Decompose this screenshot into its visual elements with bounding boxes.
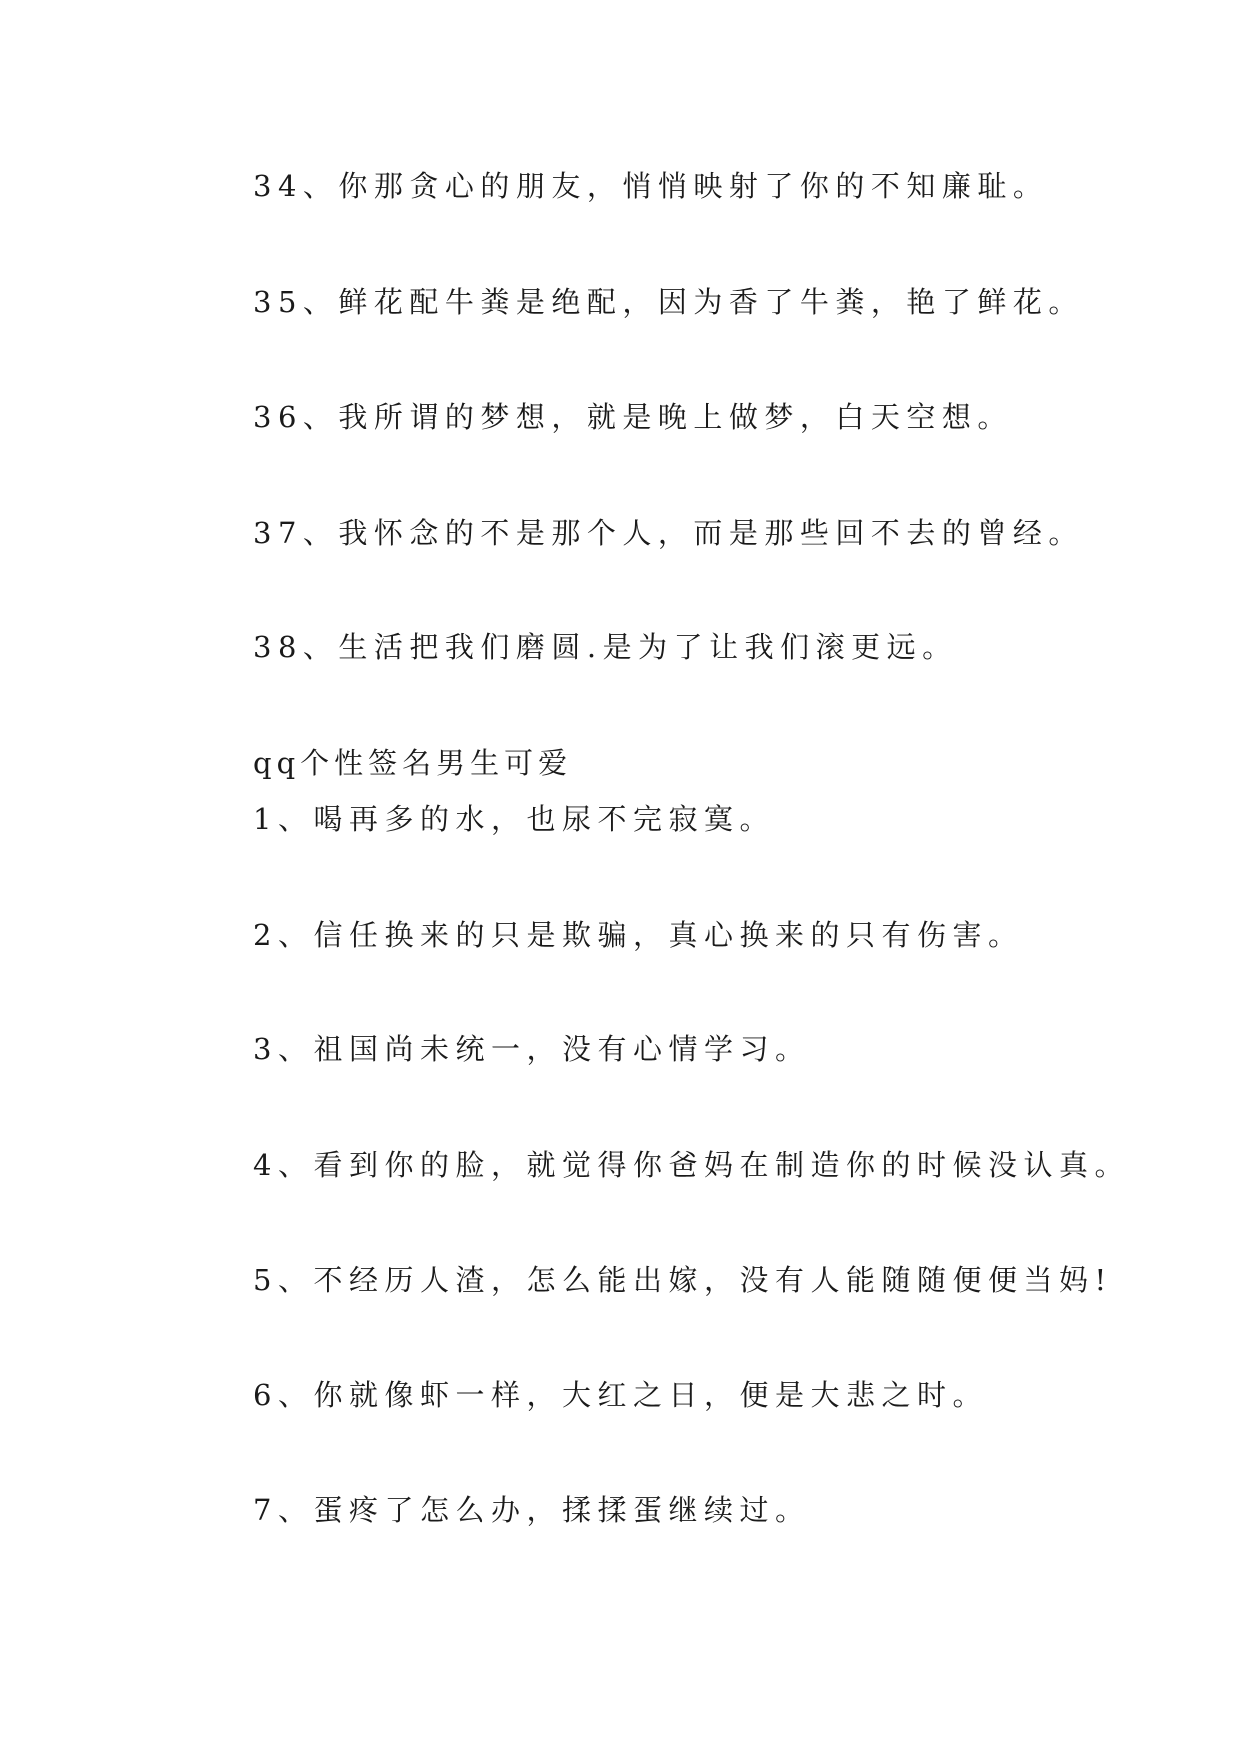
quote-line-7: 7、蛋疼了怎么办，揉揉蛋继续过。 [253,1493,811,1527]
quote-line-36: 36、我所谓的梦想，就是晚上做梦，白天空想。 [253,400,1013,434]
quote-line-38: 38、生活把我们磨圆.是为了让我们滚更远。 [253,630,958,664]
quote-line-34: 34、你那贪心的朋友，悄悄映射了你的不知廉耻。 [253,169,1049,203]
quote-line-4: 4、看到你的脸，就觉得你爸妈在制造你的时候没认真。 [253,1148,1130,1182]
quote-line-37: 37、我怀念的不是那个人，而是那些回不去的曾经。 [253,516,1084,550]
quote-line-6: 6、你就像虾一样，大红之日，便是大悲之时。 [253,1378,988,1412]
quote-line-5: 5、不经历人渣，怎么能出嫁，没有人能随随便便当妈! [253,1263,1113,1297]
quote-line-1: 1、喝再多的水，也尿不完寂寞。 [253,802,775,836]
quote-line-2: 2、信任换来的只是欺骗，真心换来的只有伤害。 [253,918,1024,952]
quote-line-3: 3、祖国尚未统一，没有心情学习。 [253,1032,811,1066]
section-heading: qq个性签名男生可爱 [253,746,573,780]
quote-line-35: 35、鲜花配牛粪是绝配，因为香了牛粪，艳了鲜花。 [253,285,1084,319]
